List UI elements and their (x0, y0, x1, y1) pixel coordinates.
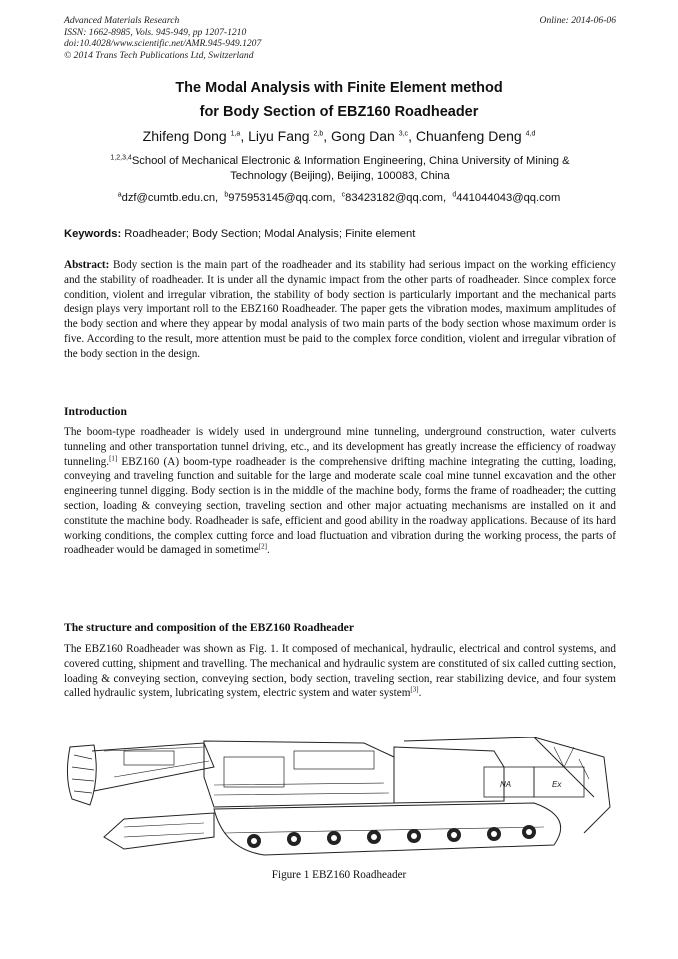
email: $^b$975953145@qq.com, (224, 191, 336, 204)
page-header (64, 15, 616, 61)
email: $^d$441044043@qq.com (452, 191, 561, 204)
author: Gong Dan $^{3,c}$, (331, 128, 416, 144)
doi: doi:10.4028/www.scientific.net/AMR.945-949.1207 (64, 38, 262, 50)
figure-label-right: Ex (552, 780, 562, 789)
copyright: © 2014 Trans Tech Publications Ltd, Switzerland (64, 49, 254, 61)
section-heading-introduction: Introduction (64, 405, 127, 418)
structure-paragraph: The EBZ160 Roadheader was shown as Fig. 1. It composed of mechanical, hydraulic, electrical and control systems, and covered cutting, shipment and travelling. The mechanical and hydraulic system are constituted of six called cutting section, loading & conveying section, conveying section, body section, traveling section, rear stabilizing device, and four system called hydraulic system, lubricating system, electric system and water system[3]. (64, 643, 616, 700)
section-heading-structure: The structure and composition of the EBZ160 Roadheader (64, 621, 354, 634)
author: Chuanfeng Deng $^{4,d}$ (415, 128, 536, 144)
paper-title-line-2: for Body Section of EBZ160 Roadheader (199, 104, 479, 120)
email: $^c$83423182@qq.com, (341, 191, 447, 204)
introduction-paragraph: The boom-type roadheader is widely used in underground mine tunneling, underground construction, water culverts tunneling and other transportation tunnel driving, etc., and its development has greatly increase the efficiency of roadway tunneling.[1] EBZ160 (A) boom-type roadheader is the comprehensive drifting machine integrating the cutting, loading, conveying and traveling function and suitable for the large and moderate scale coal mine tunnel excavation and the other engineering tunnel digging. Body section is in the middle of the machine body, forms the frame of roadheader; the cutting section, loading & conveying section, traveling section and other major actuating mechanisms are installed on it and constitute the machine body. Roadheader is safe, efficient and good ability in the roadway applications. Because of its hard working conditions, the complex cutting force and load fluctuation and vibration during the working process, the parts of roadheader would be damaged in sometime[2]. (64, 426, 616, 557)
author-emails (0, 192, 678, 204)
electric-box (394, 747, 504, 803)
journal-name: Advanced Materials Research (64, 15, 180, 26)
online-date: Online: 2014-06-06 (539, 15, 616, 26)
figure-caption: Figure 1 EBZ160 Roadheader (271, 869, 407, 881)
author: Liyu Fang $^{2,b}$, (248, 128, 331, 144)
author: Zhifeng Dong $^{1,a}$, (142, 128, 249, 144)
loading-shovel (104, 813, 214, 849)
keywords: Keywords: Roadheader; Body Section; Modal Analysis; Finite element (64, 228, 416, 240)
roadheader-drawing (64, 737, 616, 863)
issn: ISSN: 1662-8985, Vols. 945-949, pp 1207-1210 (64, 26, 247, 38)
cutting-head (67, 745, 96, 805)
crawler-track (214, 803, 561, 855)
abstract: Abstract: Body section is the main part of the roadheader and its stability had serious impact on the working efficiency and the stability of roadheader. It is under all the dynamic impact from the other parts of roadheader. Since complex force condition, violent and irregular vibration, the stability of body section is particularly important and the mechanical parts design plays very important roll to the EBZ160 Roadheader. The paper gets the vibration modes, maximum amplitudes of the body section and where they appear by modal analysis of two main parts of the body section whose maximum order is five. According to the result, more attention must be paid to the complex force condition, violent and irregular vibration of the body section in the design. (64, 259, 616, 360)
paper-title-line-1: The Modal Analysis with Finite Element method (175, 80, 503, 96)
figure-label-left: NA (500, 780, 512, 789)
affiliation: $^{1,2,3,4}$School of Mechanical Electronic & Information Engineering, China University of Mining & Technology (Beijing), Beijing, 100083, China (110, 154, 570, 182)
email: $^a$dzf@cumtb.edu.cn, (117, 191, 219, 204)
cutting-boom (92, 743, 214, 791)
author-list (0, 128, 678, 144)
